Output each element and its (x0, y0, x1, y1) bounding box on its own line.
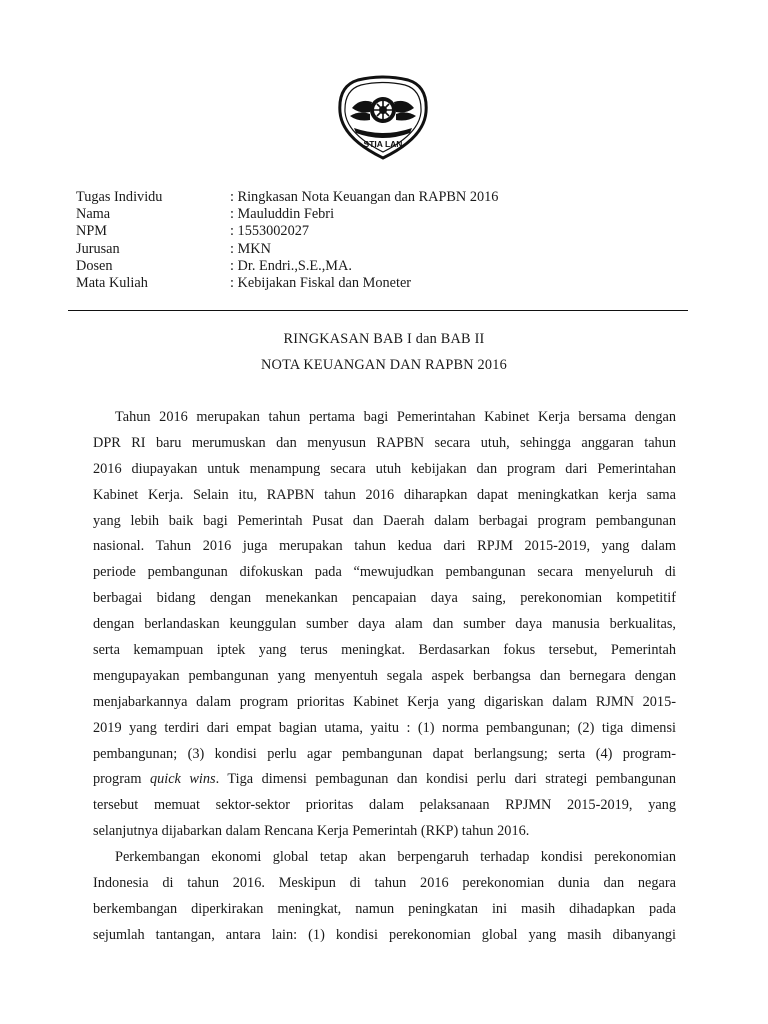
document-title: RINGKASAN BAB I dan BAB II (283, 331, 485, 347)
stia-lan-logo-icon (330, 72, 436, 162)
paragraph-line: Tahun 2016 merupakan tahun pertama bagi Pemerintahan Kabinet Kerja bersama dengan (115, 409, 676, 425)
paragraph-line: tersebut memuat sektor-sektor prioritas dalam pelaksanaan RPJMN 2015-2019, yang (93, 797, 676, 814)
paragraph-line: pembangunan; (3) kondisi perlu agar pembangunan dapat berlangsung; serta (4) program- (93, 745, 676, 762)
paragraph-line: berbagai bidang dengan menekankan pencapaian daya saing, perekonomian kompetitif (93, 590, 676, 607)
paragraph-line: yang lebih baik bagi Pemerintah Pusat dan Daerah dalam berbagai program pembangunan (93, 512, 676, 529)
info-label: Nama (76, 206, 111, 223)
info-label: NPM (76, 223, 107, 240)
line-text: . Tiga dimensi pembagunan dan kondisi perlu dari strategi pembangunan (215, 771, 676, 788)
paragraph-line: selanjutnya dijabarkan dalam Rencana Kerja Pemerintah (RKP) tahun 2016. (93, 823, 530, 840)
info-label: Mata Kuliah (76, 275, 148, 292)
info-label: Jurusan (76, 240, 120, 257)
info-row-lecturer (76, 258, 498, 275)
document-body (93, 405, 676, 949)
paragraph-line-with-italic (93, 767, 676, 793)
italic-term: quick wins (149, 771, 216, 788)
info-value: : Mauluddin Febri (230, 206, 335, 223)
info-row-major (76, 241, 498, 258)
student-info-table (76, 189, 498, 292)
paragraph-line: Indonesia di tahun 2016. Meskipun di tahun 2016 perekonomian dunia dan negara (93, 875, 676, 892)
info-row-course (76, 275, 498, 292)
info-label: Dosen (76, 257, 113, 274)
line-text: program (93, 771, 150, 788)
info-row-npm (76, 223, 498, 240)
info-value: : Dr. Endri.,S.E.,MA. (230, 257, 352, 274)
info-label: Tugas Individu (76, 189, 163, 205)
paragraph-line: dengan berlandaskan keunggulan sumber daya alam dan sumber daya manusia berkualitas, (93, 616, 676, 633)
info-row-task (76, 189, 498, 206)
paragraph-line: berkembangan diperkirakan meningkat, namun peningkatan ini masih dihadapkan pada (93, 900, 676, 917)
horizontal-divider (68, 310, 688, 311)
paragraph-line: 2016 diupayakan untuk menampung secara utuh kebijakan dan program dari Pemerintahan (93, 460, 676, 477)
paragraph-line: mengupayakan pembangunan yang menyentuh segala aspek berbangsa dan bernegara dengan (93, 667, 676, 684)
info-value: : 1553002027 (230, 223, 310, 240)
info-row-name (76, 206, 498, 223)
paragraph-line: periode pembangunan difokuskan pada “mewujudkan pembangunan secara menyeluruh di (93, 564, 676, 581)
info-value: : Kebijakan Fiskal dan Moneter (230, 275, 412, 292)
paragraph-line: sejumlah tantangan, antara lain: (1) kondisi perekonomian global yang masih dibanyangi (93, 926, 676, 943)
paragraph-line: nasional. Tahun 2016 juga merupakan tahun kedua dari RPJM 2015-2019, yang dalam (93, 538, 676, 555)
paragraph-line: menjabarkannya dalam program prioritas Kabinet Kerja yang digariskan dalam RJMN 2015- (93, 693, 676, 710)
document-subtitle: NOTA KEUANGAN DAN RAPBN 2016 (261, 357, 507, 373)
paragraph-line: serta kemampuan iptek yang terus meningkat. Berdasarkan fokus tersebut, Pemerintah (93, 642, 676, 659)
stia-lan-text: STIA LAN (363, 139, 403, 149)
paragraph-line: 2019 yang terdiri dari empat bagian utama, yaitu : (1) norma pembangunan; (2) tiga dimensi (93, 719, 676, 736)
paragraph-line: Perkembangan ekonomi global tetap akan berpengaruh terhadap kondisi perekonomian (115, 849, 676, 866)
info-value: : MKN (230, 240, 271, 257)
info-value: : Ringkasan Nota Keuangan dan RAPBN 2016 (230, 189, 499, 205)
paragraph-line: Kabinet Kerja. Selain itu, RAPBN tahun 2016 diharapkan dapat meningkatkan kerja sama (93, 486, 676, 503)
paragraph-line: DPR RI baru merumuskan dan menyusun RAPBN secara utuh, sehingga anggaran tahun (93, 434, 676, 451)
